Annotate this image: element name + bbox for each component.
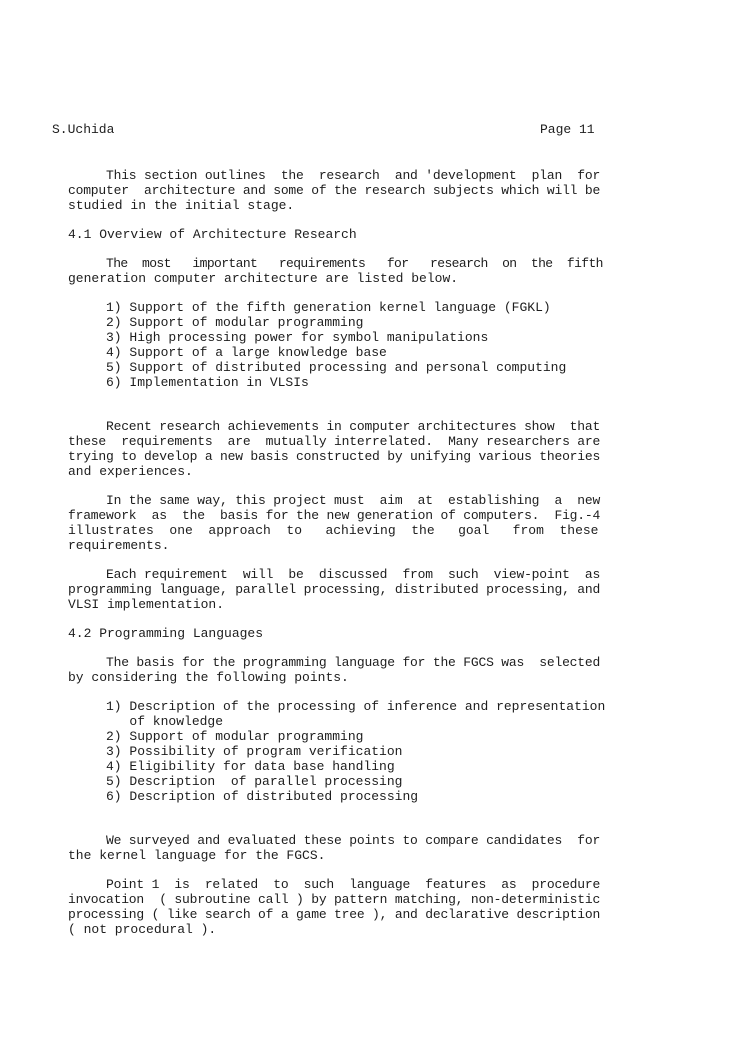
s42-p1-line-2: by considering the following points. bbox=[68, 670, 349, 685]
s41-p2-line-2: these requirements are mutually interrelated. Many researchers are bbox=[68, 434, 601, 449]
s41-p3-line-4: requirements. bbox=[68, 538, 170, 553]
s41-list-item-3: 3) High processing power for symbol manipulations bbox=[106, 330, 489, 345]
s42-list-item-6: 6) Description of distributed processing bbox=[106, 789, 419, 804]
intro-line-3: studied in the initial stage. bbox=[68, 198, 295, 213]
s42-p1-line-1: The basis for the programming language for the FGCS was selected bbox=[106, 655, 601, 670]
section-heading-4-2: 4.2 Programming Languages bbox=[68, 626, 264, 641]
s42-list-item-1-cont: of knowledge bbox=[106, 714, 224, 729]
s42-p3-line-4: ( not procedural ). bbox=[68, 922, 217, 937]
s42-list-item-1: 1) Description of the processing of inference and representation bbox=[106, 699, 606, 714]
s42-p2-line-2: the kernel language for the FGCS. bbox=[68, 848, 326, 863]
s41-list-item-1: 1) Support of the fifth generation kernel language (FGKL) bbox=[106, 300, 551, 315]
s41-list-item-6: 6) Implementation in VLSIs bbox=[106, 375, 309, 390]
s42-p2-line-1: We surveyed and evaluated these points to compare candidates for bbox=[106, 833, 601, 848]
s42-p3-line-2: invocation ( subroutine call ) by pattern matching, non-deterministic bbox=[68, 892, 601, 907]
s41-p2-line-3: trying to develop a new basis constructed by unifying various theories bbox=[68, 449, 601, 464]
s41-p3-line-1: In the same way, this project must aim at establishing a new bbox=[106, 493, 601, 508]
s41-p2-line-1: Recent research achievements in computer architectures show that bbox=[106, 419, 601, 434]
s41-list-item-4: 4) Support of a large knowledge base bbox=[106, 345, 387, 360]
s41-p3-line-2: framework as the basis for the new generation of computers. Fig.-4 bbox=[68, 508, 601, 523]
intro-line-2: computer architecture and some of the research subjects which will be bbox=[68, 183, 601, 198]
s42-p3-line-3: processing ( like search of a game tree ), and declarative description bbox=[68, 907, 601, 922]
s41-p4-line-1: Each requirement will be discussed from such view-point as bbox=[106, 567, 601, 582]
s41-p1-line-1: The most important requirements for research on the fifth bbox=[106, 256, 603, 271]
s41-p4-line-2: programming language, parallel processing, distributed processing, and bbox=[68, 582, 601, 597]
s42-list-item-2: 2) Support of modular programming bbox=[106, 729, 364, 744]
s41-p2-line-4: and experiences. bbox=[68, 464, 193, 479]
header-page-number: Page 11 bbox=[540, 122, 595, 137]
s42-p3-line-1: Point 1 is related to such language features as procedure bbox=[106, 877, 601, 892]
header-author: S.Uchida bbox=[52, 122, 115, 137]
s41-list-item-2: 2) Support of modular programming bbox=[106, 315, 364, 330]
s42-list-item-5: 5) Description of parallel processing bbox=[106, 774, 403, 789]
s41-p1-line-2: generation computer architecture are listed below. bbox=[68, 271, 459, 286]
s41-list-item-5: 5) Support of distributed processing and personal computing bbox=[106, 360, 567, 375]
section-heading-4-1: 4.1 Overview of Architecture Research bbox=[68, 227, 357, 242]
s41-p4-line-3: VLSI implementation. bbox=[68, 597, 225, 612]
s41-p3-line-3: illustrates one approach to achieving the goal from these bbox=[68, 523, 599, 538]
intro-line-1: This section outlines the research and 'development plan for bbox=[106, 168, 601, 183]
s42-list-item-4: 4) Eligibility for data base handling bbox=[106, 759, 395, 774]
s42-list-item-3: 3) Possibility of program verification bbox=[106, 744, 403, 759]
